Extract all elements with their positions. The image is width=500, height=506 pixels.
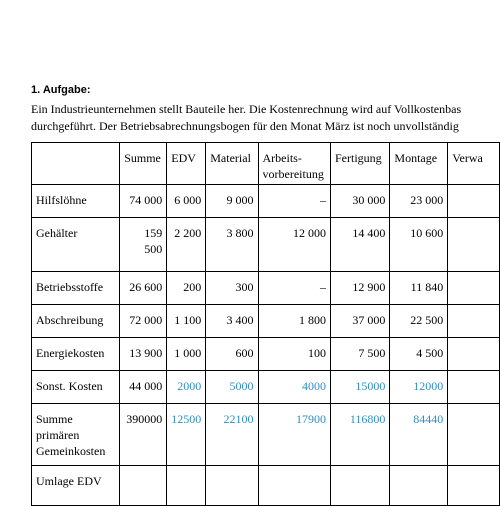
table-row — [32, 404, 500, 466]
cell-fertigung: 116800 — [331, 404, 390, 466]
cell-summe: 390000 — [120, 404, 167, 466]
cell-arbeitsvorbereitung: 100 — [258, 338, 331, 371]
cell-montage: 12000 — [390, 371, 448, 404]
header-cell-montage: Montage — [390, 143, 448, 185]
cell-material: 300 — [206, 272, 258, 305]
cell-arbeitsvorbereitung: 17900 — [258, 404, 331, 466]
cell-edv: 12500 — [167, 404, 206, 466]
cell-montage: 4 500 — [390, 338, 448, 371]
cell-verwaltung — [448, 185, 500, 218]
cell-verwaltung — [448, 404, 500, 466]
cell-montage: 11 840 — [390, 272, 448, 305]
table-row — [32, 272, 500, 305]
task-heading: 1. Aufgabe: — [31, 84, 91, 96]
table-row — [32, 185, 500, 218]
cell-verwaltung — [448, 218, 500, 272]
cell-arbeitsvorbereitung: – — [258, 272, 331, 305]
intro-line-1: Ein Industrieunternehmen stellt Bauteile her. Die Kostenrechnung wird auf Vollkostenbas — [31, 102, 462, 116]
cell-montage: 10 600 — [390, 218, 448, 272]
cell-material: 3 400 — [206, 305, 258, 338]
cell-montage: 22 500 — [390, 305, 448, 338]
row-label: Sonst. Kosten — [32, 371, 120, 404]
header-cell-summe: Summe — [120, 143, 167, 185]
cell-edv: 6 000 — [167, 185, 206, 218]
cell-arbeitsvorbereitung: 1 800 — [258, 305, 331, 338]
cell-material: 9 000 — [206, 185, 258, 218]
row-label: Umlage EDV — [32, 466, 120, 506]
header-cell-fertigung: Fertigung — [331, 143, 390, 185]
cell-material: 5000 — [206, 371, 258, 404]
cell-edv: 200 — [167, 272, 206, 305]
betriebsabrechnungsbogen-table — [31, 142, 500, 506]
cell-fertigung: 30 000 — [331, 185, 390, 218]
cell-verwaltung — [448, 305, 500, 338]
row-label: Gehälter — [32, 218, 120, 272]
header-cell-label — [32, 143, 120, 185]
cell-edv: 2 200 — [167, 218, 206, 272]
cell-material: 22100 — [206, 404, 258, 466]
task-intro — [31, 101, 461, 135]
cell-material: 600 — [206, 338, 258, 371]
table-row — [32, 305, 500, 338]
cell-fertigung: 15000 — [331, 371, 390, 404]
row-label: Betriebsstoffe — [32, 272, 120, 305]
cell-summe: 159 500 — [120, 218, 167, 272]
cell-verwaltung — [448, 371, 500, 404]
header-cell-verwaltung: Verwa — [448, 143, 500, 185]
cell-fertigung: 14 400 — [331, 218, 390, 272]
header-cell-edv: EDV — [167, 143, 206, 185]
cell-summe: 44 000 — [120, 371, 167, 404]
cell-arbeitsvorbereitung: 4000 — [258, 371, 331, 404]
cell-verwaltung — [448, 272, 500, 305]
cell-verwaltung — [448, 338, 500, 371]
cell-material: 3 800 — [206, 218, 258, 272]
row-label: Summe primären Gemeinkosten — [32, 404, 120, 466]
row-label: Abschreibung — [32, 305, 120, 338]
header-cell-material: Material — [206, 143, 258, 185]
cell-edv: 1 100 — [167, 305, 206, 338]
cell-montage: 84440 — [390, 404, 448, 466]
cell-summe: 13 900 — [120, 338, 167, 371]
cell-edv: 2000 — [167, 371, 206, 404]
cell-arbeitsvorbereitung: – — [258, 185, 331, 218]
cell-summe: 26 600 — [120, 272, 167, 305]
cell-edv: 1 000 — [167, 338, 206, 371]
cell-fertigung: 7 500 — [331, 338, 390, 371]
header-cell-arbeitsvorbereitung: Arbeits-vorbereitung — [258, 143, 331, 185]
row-label: Energiekosten — [32, 338, 120, 371]
header-row — [32, 143, 500, 185]
cell-montage: 23 000 — [390, 185, 448, 218]
table-row — [32, 338, 500, 371]
cell-summe: 74 000 — [120, 185, 167, 218]
row-label: Hilfslöhne — [32, 185, 120, 218]
cell-summe: 72 000 — [120, 305, 167, 338]
intro-line-2: durchgeführt. Der Betriebsabrechnungsbogen für den Monat März ist noch unvollständig — [31, 119, 459, 133]
cell-fertigung: 12 900 — [331, 272, 390, 305]
table-row — [32, 218, 500, 272]
cell-fertigung: 37 000 — [331, 305, 390, 338]
table-row — [32, 371, 500, 404]
cell-arbeitsvorbereitung: 12 000 — [258, 218, 331, 272]
